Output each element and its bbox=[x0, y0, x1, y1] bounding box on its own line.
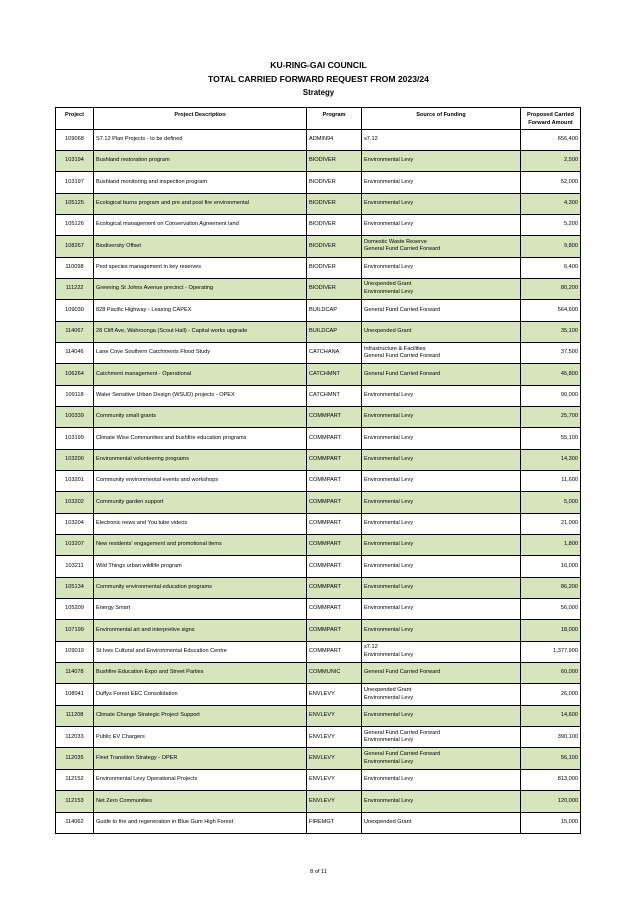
program-cell: COMMPART bbox=[307, 556, 362, 577]
funding-source-line: Environmental Levy bbox=[364, 776, 414, 783]
project-description-cell: Catchment management - Operational bbox=[94, 364, 307, 385]
table-row bbox=[56, 449, 581, 470]
amount-cell: 52,000 bbox=[521, 172, 581, 193]
amount-cell: 16,000 bbox=[521, 556, 581, 577]
program-cell: ENVLEVY bbox=[307, 727, 362, 748]
funding-source-cell bbox=[362, 577, 521, 598]
project-description-cell: Bushland monitoring and inspection program bbox=[94, 172, 307, 193]
program-cell: COMMPART bbox=[307, 577, 362, 598]
page-number: 8 of 11 bbox=[310, 869, 327, 875]
column-header-description: Project Description bbox=[94, 108, 307, 130]
table-row bbox=[56, 492, 581, 513]
project-description-cell: Wild Things urban wildlife program bbox=[94, 556, 307, 577]
project-number-cell: 103199 bbox=[56, 428, 94, 449]
project-description-cell: Environmental Levy Operational Projects bbox=[94, 769, 307, 790]
project-number-cell: 103202 bbox=[56, 492, 94, 513]
amount-cell: 86,200 bbox=[521, 577, 581, 598]
project-number-cell: 112152 bbox=[56, 769, 94, 790]
project-description-cell: Environmental volunteering programs bbox=[94, 449, 307, 470]
project-number-cell: 103200 bbox=[56, 449, 94, 470]
funding-source-cell bbox=[362, 236, 521, 257]
project-description-cell: Energy Smart bbox=[94, 599, 307, 620]
project-description-cell: Lane Cove Southern Catchments Flood Study bbox=[94, 342, 307, 363]
table-row bbox=[56, 150, 581, 171]
funding-source-cell bbox=[362, 364, 521, 385]
project-number-cell: 112035 bbox=[56, 748, 94, 769]
amount-cell: 120,000 bbox=[521, 791, 581, 812]
project-number-cell: 109068 bbox=[56, 129, 94, 150]
funding-source-line: Environmental Levy bbox=[364, 263, 414, 270]
project-number-cell: 112153 bbox=[56, 791, 94, 812]
project-number-cell: 106264 bbox=[56, 364, 94, 385]
funding-source-cell bbox=[362, 150, 521, 171]
funding-source-cell bbox=[362, 748, 521, 769]
amount-cell: 14,300 bbox=[521, 449, 581, 470]
amount-cell: 11,600 bbox=[521, 471, 581, 492]
table-row bbox=[56, 214, 581, 235]
project-description-cell: Bushland restoration program bbox=[94, 150, 307, 171]
project-number-cell: 114046 bbox=[56, 342, 94, 363]
project-description-cell: Climate Wise Communities and bushfire education programs bbox=[94, 428, 307, 449]
program-cell: COMMPART bbox=[307, 428, 362, 449]
project-number-cell: 114062 bbox=[56, 812, 94, 833]
funding-source-cell bbox=[362, 705, 521, 726]
funding-source-cell bbox=[362, 385, 521, 406]
table-row bbox=[56, 172, 581, 193]
funding-source-line: Environmental Levy bbox=[364, 221, 414, 228]
funding-source-cell bbox=[362, 812, 521, 833]
table-row bbox=[56, 236, 581, 257]
funding-source-line: General Fund Carried Forward bbox=[364, 751, 441, 758]
table-row bbox=[56, 577, 581, 598]
table-row bbox=[56, 727, 581, 748]
project-description-cell: Public EV Chargers bbox=[94, 727, 307, 748]
table-header bbox=[56, 108, 581, 130]
funding-source-cell bbox=[362, 535, 521, 556]
project-number-cell: 103211 bbox=[56, 556, 94, 577]
project-number-cell: 109118 bbox=[56, 385, 94, 406]
project-description-cell: Community garden support bbox=[94, 492, 307, 513]
amount-cell: 1,800 bbox=[521, 535, 581, 556]
project-description-cell: S7.12 Plan Projects - to be defined bbox=[94, 129, 307, 150]
project-number-cell: 108267 bbox=[56, 236, 94, 257]
column-header-amount-line: Forward Amount bbox=[528, 120, 573, 126]
program-cell: BIODIVER bbox=[307, 150, 362, 171]
amount-cell: 26,000 bbox=[521, 684, 581, 705]
funding-source-cell bbox=[362, 428, 521, 449]
report-title-block bbox=[0, 59, 637, 100]
project-number-cell: 111208 bbox=[56, 705, 94, 726]
program-cell: COMMPART bbox=[307, 513, 362, 534]
amount-cell: 14,600 bbox=[521, 705, 581, 726]
funding-source-line: Infrastructure & Facilities bbox=[364, 345, 426, 352]
program-cell: BUILDCAP bbox=[307, 300, 362, 321]
table-row bbox=[56, 385, 581, 406]
project-description-cell: Community small grants bbox=[94, 406, 307, 427]
funding-source-cell bbox=[362, 513, 521, 534]
column-header-amount-line: Proposed Carried bbox=[527, 112, 574, 118]
funding-source-line: s7.12 bbox=[364, 135, 378, 142]
project-description-cell: New residents' engagement and promotional items bbox=[94, 535, 307, 556]
project-description-cell: 28 Cliff Ave, Wahroonga (Scout Hall) - Capital works upgrade bbox=[94, 321, 307, 342]
funding-source-line: Environmental Levy bbox=[364, 199, 414, 206]
amount-cell: 6,400 bbox=[521, 257, 581, 278]
funding-source-line: General Fund Carried Forward bbox=[364, 669, 441, 676]
amount-cell: 4,300 bbox=[521, 193, 581, 214]
funding-source-cell bbox=[362, 599, 521, 620]
table-row bbox=[56, 641, 581, 662]
funding-source-cell bbox=[362, 492, 521, 513]
project-number-cell: 103201 bbox=[56, 471, 94, 492]
amount-cell: 564,600 bbox=[521, 300, 581, 321]
table-body bbox=[56, 129, 581, 833]
project-number-cell: 105134 bbox=[56, 577, 94, 598]
table-row bbox=[56, 556, 581, 577]
funding-source-line: Environmental Levy bbox=[364, 434, 414, 441]
funding-source-line: Environmental Levy bbox=[364, 498, 414, 505]
project-description-cell: Electronic news and You tube videos bbox=[94, 513, 307, 534]
funding-source-line: Environmental Levy bbox=[364, 520, 414, 527]
project-description-cell: Net Zero Communities bbox=[94, 791, 307, 812]
program-cell: COMMPART bbox=[307, 406, 362, 427]
project-number-cell: 103204 bbox=[56, 513, 94, 534]
funding-source-line: Environmental Levy bbox=[364, 651, 414, 658]
table-row bbox=[56, 684, 581, 705]
funding-source-line: Environmental Levy bbox=[364, 392, 414, 398]
project-description-cell: Greening St Johns Avenue precinct - Operating bbox=[94, 278, 307, 299]
program-cell: BIODIVER bbox=[307, 214, 362, 235]
funding-source-cell bbox=[362, 406, 521, 427]
program-cell: BIODIVER bbox=[307, 257, 362, 278]
funding-source-cell bbox=[362, 449, 521, 470]
funding-source-line: Environmental Levy bbox=[364, 289, 414, 296]
program-cell: CATCHMNT bbox=[307, 385, 362, 406]
amount-cell: 390,100 bbox=[521, 727, 581, 748]
project-description-cell: Fleet Transition Strategy - OPER bbox=[94, 748, 307, 769]
amount-cell: 90,000 bbox=[521, 385, 581, 406]
table-row bbox=[56, 257, 581, 278]
funding-source-cell bbox=[362, 172, 521, 193]
project-number-cell: 108041 bbox=[56, 684, 94, 705]
carried-forward-table bbox=[55, 107, 581, 834]
funding-source-line: Domestic Waste Reserve bbox=[364, 238, 427, 245]
program-cell: BIODIVER bbox=[307, 278, 362, 299]
funding-source-cell bbox=[362, 663, 521, 684]
program-cell: ADMIN94 bbox=[307, 129, 362, 150]
program-cell: BUILDCAP bbox=[307, 321, 362, 342]
table-row bbox=[56, 812, 581, 833]
project-number-cell: 103197 bbox=[56, 172, 94, 193]
amount-cell: 25,700 bbox=[521, 406, 581, 427]
project-description-cell: Duffys Forest EEC Consolidation bbox=[94, 684, 307, 705]
table-row bbox=[56, 513, 581, 534]
amount-cell: 2,500 bbox=[521, 150, 581, 171]
project-number-cell: 105125 bbox=[56, 193, 94, 214]
funding-source-line: Environmental Levy bbox=[364, 712, 414, 719]
table-row bbox=[56, 300, 581, 321]
funding-source-line: General Fund Carried Forward bbox=[364, 246, 441, 253]
table-row bbox=[56, 599, 581, 620]
report-subtitle: Strategy bbox=[302, 88, 335, 97]
funding-source-line: Unexpended Grant bbox=[364, 687, 412, 694]
funding-source-line: General Fund Carried Forward bbox=[364, 353, 441, 360]
project-description-cell: Community environmental education programs bbox=[94, 577, 307, 598]
program-cell: ENVLEVY bbox=[307, 791, 362, 812]
funding-source-line: General Fund Carried Forward bbox=[364, 306, 441, 313]
table-header-row bbox=[56, 108, 581, 130]
table-row bbox=[56, 705, 581, 726]
funding-source-line: Unexpended Grant bbox=[364, 327, 412, 334]
table-row bbox=[56, 342, 581, 363]
program-cell: FIREMGT bbox=[307, 812, 362, 833]
program-cell: CATCHMNT bbox=[307, 364, 362, 385]
table-row bbox=[56, 278, 581, 299]
table-row bbox=[56, 791, 581, 812]
project-number-cell: 100339 bbox=[56, 406, 94, 427]
funding-source-cell bbox=[362, 556, 521, 577]
table-row bbox=[56, 428, 581, 449]
project-number-cell: 109019 bbox=[56, 641, 94, 662]
amount-cell: 5,200 bbox=[521, 214, 581, 235]
funding-source-cell bbox=[362, 684, 521, 705]
project-description-cell: Pest species management in key reserves bbox=[94, 257, 307, 278]
amount-cell: 45,800 bbox=[521, 364, 581, 385]
table-row bbox=[56, 193, 581, 214]
table-row bbox=[56, 535, 581, 556]
program-cell: ENVLEVY bbox=[307, 705, 362, 726]
table-row bbox=[56, 620, 581, 641]
amount-cell: 60,000 bbox=[521, 663, 581, 684]
table-row bbox=[56, 471, 581, 492]
project-number-cell: 103194 bbox=[56, 150, 94, 171]
project-description-cell: Ecological management on Conservation Agreement land bbox=[94, 214, 307, 235]
amount-cell: 21,000 bbox=[521, 513, 581, 534]
project-number-cell: 111222 bbox=[56, 278, 94, 299]
project-description-cell: Biodiversity Offset bbox=[94, 236, 307, 257]
funding-source-line: Environmental Levy bbox=[364, 413, 414, 420]
project-description-cell: Bushfire Education Expo and Street Parties bbox=[94, 663, 307, 684]
funding-source-cell bbox=[362, 641, 521, 662]
program-cell: ENVLEVY bbox=[307, 748, 362, 769]
program-cell: COMMPART bbox=[307, 599, 362, 620]
program-cell: COMMUNIC bbox=[307, 663, 362, 684]
funding-source-cell bbox=[362, 727, 521, 748]
amount-cell: 813,000 bbox=[521, 769, 581, 790]
table-row bbox=[56, 364, 581, 385]
project-description-cell: 828 Pacific Highway - Leasing CAPEX bbox=[94, 300, 307, 321]
amount-cell: 80,200 bbox=[521, 278, 581, 299]
funding-source-cell bbox=[362, 342, 521, 363]
amount-cell: 9,800 bbox=[521, 236, 581, 257]
program-cell: ENVLEVY bbox=[307, 684, 362, 705]
program-cell: COMMPART bbox=[307, 641, 362, 662]
amount-cell: 15,000 bbox=[521, 812, 581, 833]
project-number-cell: 112033 bbox=[56, 727, 94, 748]
project-number-cell: 103207 bbox=[56, 535, 94, 556]
funding-source-cell bbox=[362, 214, 521, 235]
funding-source-cell bbox=[362, 321, 521, 342]
column-header-funding: Source of Funding bbox=[362, 108, 521, 130]
amount-cell: 55,100 bbox=[521, 428, 581, 449]
project-description-cell: Climate Change Strategic Project Support bbox=[94, 705, 307, 726]
program-cell: BIODIVER bbox=[307, 236, 362, 257]
funding-source-cell bbox=[362, 300, 521, 321]
table-row bbox=[56, 748, 581, 769]
funding-source-line: Environmental Levy bbox=[364, 605, 414, 612]
amount-cell: 18,000 bbox=[521, 620, 581, 641]
project-number-cell: 105126 bbox=[56, 214, 94, 235]
project-description-cell: Community environmental events and workshops bbox=[94, 471, 307, 492]
program-cell: COMMPART bbox=[307, 449, 362, 470]
table-row bbox=[56, 406, 581, 427]
program-cell: BIODIVER bbox=[307, 172, 362, 193]
funding-source-cell bbox=[362, 791, 521, 812]
funding-source-line: Environmental Levy bbox=[364, 541, 414, 548]
funding-source-line: Environmental Levy bbox=[364, 562, 414, 569]
funding-source-line: Unexpended Grant bbox=[364, 281, 412, 288]
project-description-cell: Ecological burns program and pre and post fire environmental bbox=[94, 193, 307, 214]
funding-source-line: Environmental Levy bbox=[364, 157, 414, 164]
project-number-cell: 107199 bbox=[56, 620, 94, 641]
project-description-cell: Water Sensitive Urban Design (WSUD) projects - OPEX bbox=[94, 385, 307, 406]
funding-source-line: Environmental Levy bbox=[364, 477, 414, 484]
funding-source-line: Environmental Levy bbox=[364, 584, 414, 591]
funding-source-cell bbox=[362, 129, 521, 150]
amount-cell: 37,500 bbox=[521, 342, 581, 363]
funding-source-line: Environmental Levy bbox=[364, 178, 414, 185]
project-number-cell: 114078 bbox=[56, 663, 94, 684]
funding-source-cell bbox=[362, 620, 521, 641]
report-title: TOTAL CARRIED FORWARD REQUEST FROM 2023/24 bbox=[208, 73, 429, 84]
program-cell: COMMPART bbox=[307, 535, 362, 556]
funding-source-line: Environmental Levy bbox=[364, 758, 414, 765]
funding-source-line: Environmental Levy bbox=[364, 797, 414, 804]
amount-cell: 56,100 bbox=[521, 748, 581, 769]
funding-source-line: s7.12 bbox=[364, 644, 378, 651]
funding-source-cell bbox=[362, 471, 521, 492]
amount-cell: 56,000 bbox=[521, 599, 581, 620]
column-header-amount bbox=[521, 108, 581, 130]
program-cell: COMMPART bbox=[307, 492, 362, 513]
project-number-cell: 105209 bbox=[56, 599, 94, 620]
table-row bbox=[56, 129, 581, 150]
funding-source-cell bbox=[362, 193, 521, 214]
project-description-cell: Guide to fire and regeneration in Blue Gum High Forest bbox=[94, 812, 307, 833]
table-row bbox=[56, 769, 581, 790]
funding-source-line: General Fund Carried Forward bbox=[364, 729, 441, 736]
amount-cell: 5,000 bbox=[521, 492, 581, 513]
project-description-cell: St Ives Cultural and Environmental Education Centre bbox=[94, 641, 307, 662]
funding-source-line: Unexpended Grant bbox=[364, 818, 412, 825]
column-header-program: Program bbox=[307, 108, 362, 130]
funding-source-line: General Fund Carried Forward bbox=[364, 370, 441, 377]
funding-source-cell bbox=[362, 257, 521, 278]
amount-cell: 656,400 bbox=[521, 129, 581, 150]
funding-source-line: Environmental Levy bbox=[364, 737, 414, 744]
program-cell: COMMPART bbox=[307, 471, 362, 492]
table-row bbox=[56, 663, 581, 684]
funding-source-line: Environmental Levy bbox=[364, 694, 414, 701]
program-cell: COMMPART bbox=[307, 620, 362, 641]
program-cell: ENVLEVY bbox=[307, 769, 362, 790]
funding-source-cell bbox=[362, 769, 521, 790]
column-header-project: Project bbox=[56, 108, 94, 130]
project-number-cell: 109030 bbox=[56, 300, 94, 321]
funding-source-line: Environmental Levy bbox=[364, 626, 414, 633]
project-description-cell: Environmental art and interpretive signs bbox=[94, 620, 307, 641]
funding-source-cell bbox=[362, 278, 521, 299]
amount-cell: 35,100 bbox=[521, 321, 581, 342]
funding-source-line: Environmental Levy bbox=[364, 456, 414, 463]
program-cell: BIODIVER bbox=[307, 193, 362, 214]
program-cell: CATCHANA bbox=[307, 342, 362, 363]
project-number-cell: 114067 bbox=[56, 321, 94, 342]
amount-cell: 1,377,900 bbox=[521, 641, 581, 662]
project-number-cell: 110098 bbox=[56, 257, 94, 278]
table-row bbox=[56, 321, 581, 342]
council-name: KU-RING-GAI COUNCIL bbox=[270, 60, 367, 70]
